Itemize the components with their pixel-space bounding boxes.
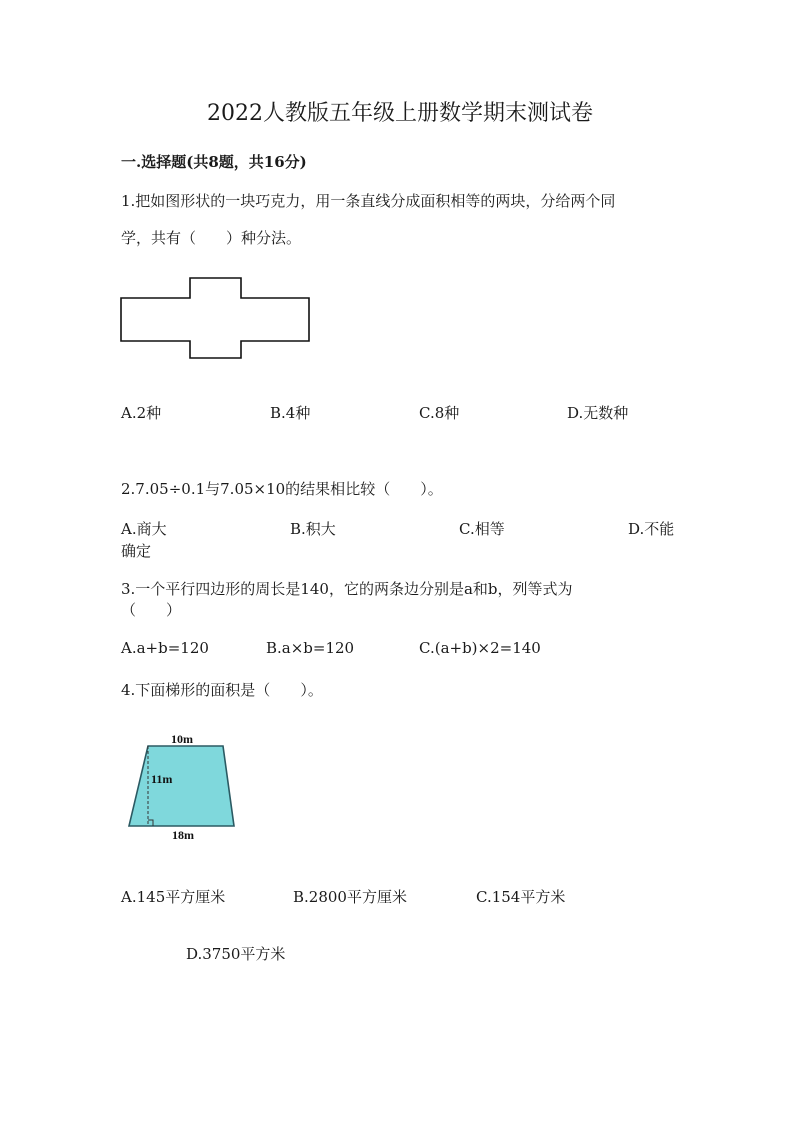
question-2-option-b: B.积大 (290, 520, 336, 538)
question-3-text-line-1: 3.一个平行四边形的周长是140，它的两条边分别是a和b，列等式为 (121, 580, 573, 598)
page-title: 2022人教版五年级上册数学期末测试卷 (207, 101, 593, 126)
question-4-option-a: A.145平方厘米 (121, 888, 226, 906)
top-length-label: 10m (171, 732, 193, 746)
question-1-text-line-1: 1.把如图形状的一块巧克力，用一条直线分成面积相等的两块，分给两个同 (121, 192, 616, 210)
height-length-label: 11m (151, 772, 173, 786)
trapezoid-shape (129, 746, 234, 826)
question-3-text-line-2: （ ） (121, 601, 182, 619)
question-4-option-b: B.2800平方厘米 (293, 888, 407, 906)
question-4-option-d: D.3750平方米 (186, 945, 286, 963)
question-1-text-line-2: 学，共有（ ）种分法。 (121, 229, 302, 247)
question-2-option-d: D.不能 (628, 520, 675, 538)
question-2-text: 2.7.05÷0.1与7.05×10的结果相比较（ ）。 (121, 480, 443, 498)
question-3-option-b: B.a×b=120 (266, 639, 355, 657)
question-1-option-b: B.4种 (270, 404, 311, 422)
question-3-option-c: C.(a+b)×2=140 (419, 639, 541, 657)
question-2-option-c: C.相等 (459, 520, 505, 538)
section-heading: 一.选择题(共8题，共16分) (121, 153, 307, 171)
trapezoid-figure (120, 728, 244, 844)
question-2-option-d-wrap: 确定 (121, 542, 152, 560)
bottom-length-label: 18m (172, 828, 194, 842)
question-1-option-a: A.2种 (121, 404, 162, 422)
cross-shape-outline (121, 278, 309, 358)
question-3-option-a: A.a+b=120 (121, 639, 209, 657)
question-2-option-a: A.商大 (121, 520, 167, 538)
question-1-option-d: D.无数种 (567, 404, 629, 422)
cross-shape-figure (115, 272, 315, 364)
question-1-option-c: C.8种 (419, 404, 460, 422)
question-4-text: 4.下面梯形的面积是（ ）。 (121, 681, 323, 699)
question-4-option-c: C.154平方米 (476, 888, 566, 906)
